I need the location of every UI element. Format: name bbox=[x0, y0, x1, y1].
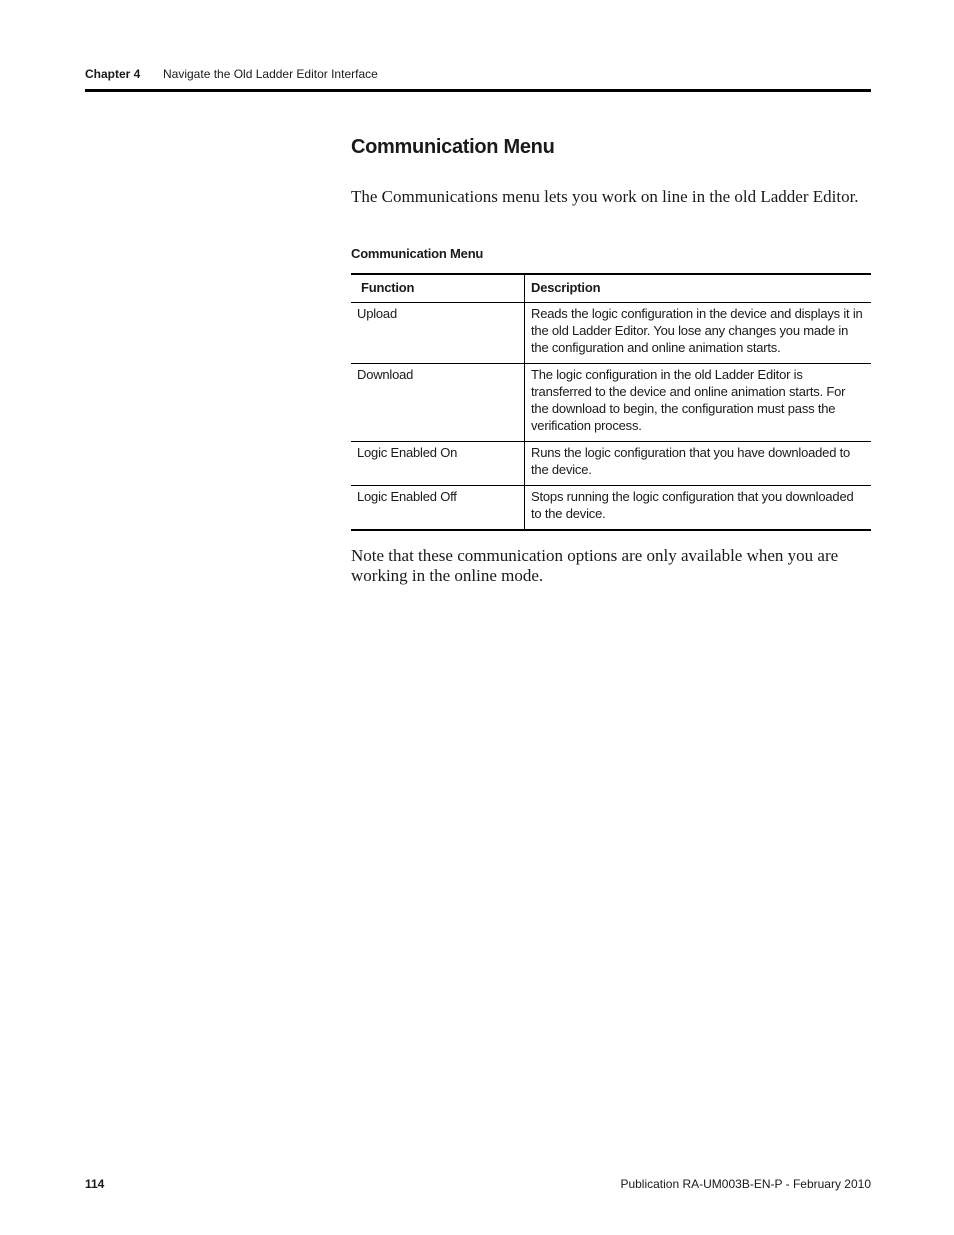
table-header-row bbox=[351, 274, 871, 303]
chapter-title: Navigate the Old Ladder Editor Interface bbox=[163, 67, 378, 81]
function-cell: Logic Enabled On bbox=[351, 442, 525, 486]
table-row bbox=[351, 442, 871, 486]
table-caption: Communication Menu bbox=[351, 246, 484, 261]
publication-info: Publication RA-UM003B-EN-P - February 2010 bbox=[620, 1177, 871, 1191]
communication-menu-table bbox=[351, 273, 871, 531]
chapter-label: Chapter 4 bbox=[85, 67, 141, 81]
page-header bbox=[85, 66, 871, 90]
function-cell: Download bbox=[351, 364, 525, 442]
description-cell: Reads the logic configuration in the device and displays it in the old Ladder Editor. You lose any changes you made in the configuration and online animation starts. bbox=[531, 306, 863, 355]
table-row bbox=[351, 486, 871, 531]
table-row bbox=[351, 303, 871, 364]
function-cell: Upload bbox=[351, 303, 525, 364]
section-title: Communication Menu bbox=[351, 136, 555, 158]
intro-paragraph: The Communications menu lets you work on line in the old Ladder Editor. bbox=[351, 187, 859, 206]
table-row bbox=[351, 364, 871, 442]
column-header-description: Description bbox=[525, 274, 872, 303]
note-paragraph: Note that these communication options are only available when you are working in the online mode. bbox=[351, 546, 839, 585]
function-cell: Logic Enabled Off bbox=[351, 486, 525, 531]
description-cell: Stops running the logic configuration that you downloaded to the device. bbox=[525, 486, 872, 531]
description-cell: The logic configuration in the old Ladder Editor is transferred to the device and online animation starts. For the download to begin, the configuration must pass the verification process. bbox=[525, 364, 872, 442]
description-cell: Runs the logic configuration that you have downloaded to the device. bbox=[525, 442, 872, 486]
page-number: 114 bbox=[85, 1177, 105, 1191]
column-header-function: Function bbox=[351, 274, 525, 303]
header-rule bbox=[85, 89, 871, 92]
